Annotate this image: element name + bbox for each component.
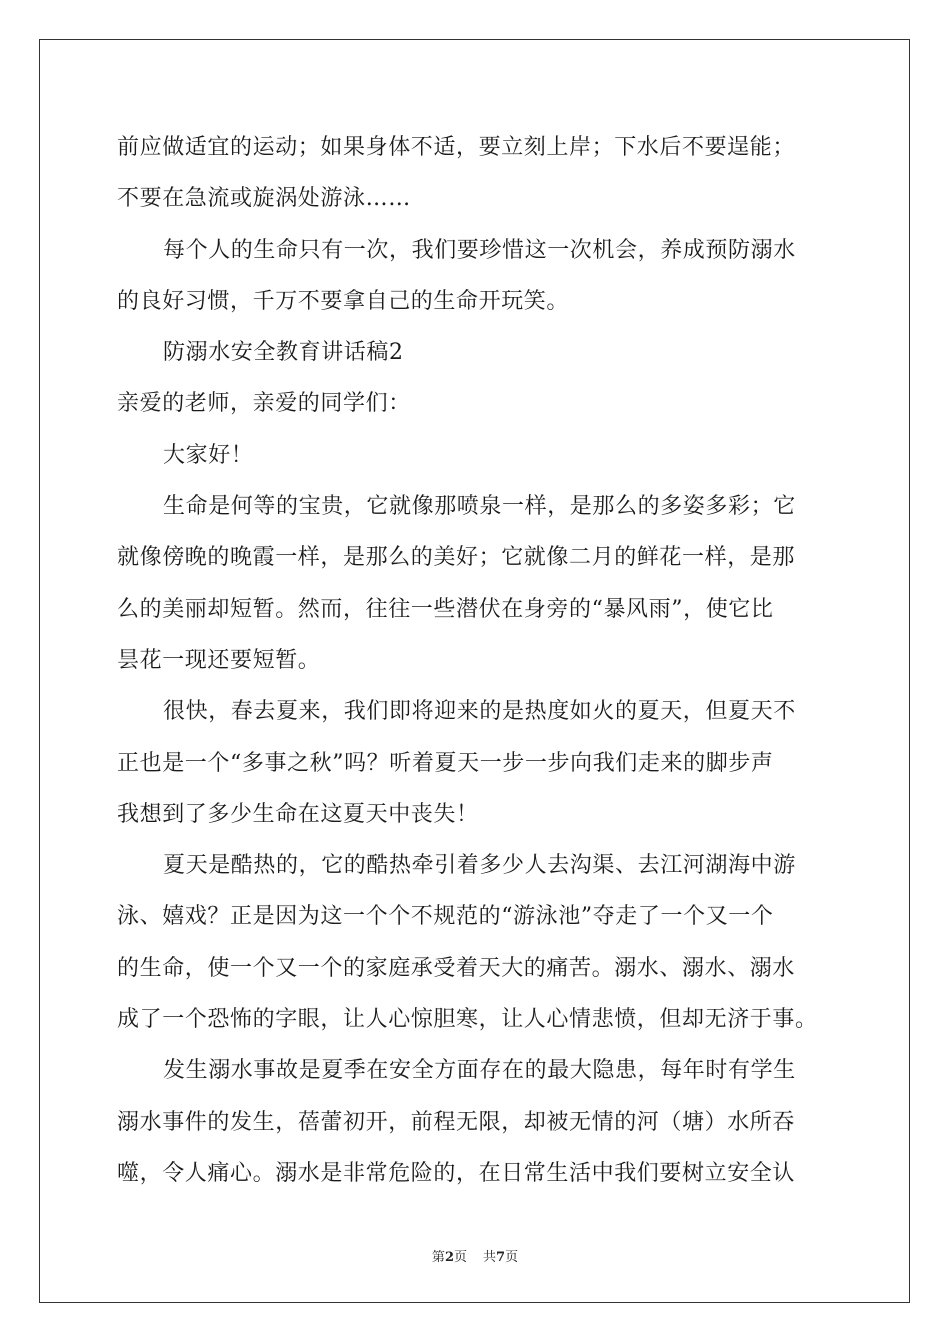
text-line: 噬，令人痛心。溺水是非常危险的，在日常生活中我们要树立安全认: [117, 1160, 796, 1186]
paragraph-start: 夏天是酷热的，它的酷热牵引着多少人去沟渠、去江河湖海中游: [163, 853, 796, 879]
text-line: 溺水事件的发生，蓓蕾初开，前程无限，却被无情的河（塘）水所吞: [117, 1109, 796, 1135]
text-line: 前应做适宜的运动；如果身体不适，要立刻上岸；下水后不要逞能；: [117, 135, 796, 160]
text-line: 的生命，使一个又一个的家庭承受着天大的痛苦。溺水、溺水、溺水: [117, 955, 796, 981]
page-footer: [0, 1246, 950, 1265]
total-suffix: 页: [505, 1250, 519, 1265]
section-title: 防溺水安全教育讲话稿2: [163, 340, 404, 366]
paragraph-start: 发生溺水事故是夏季在安全方面存在的最大隐患，每年时有学生: [163, 1058, 796, 1084]
total-pages: 7: [496, 1250, 506, 1265]
document-body: [117, 122, 837, 1199]
salutation: 亲爱的老师，亲爱的同学们：: [117, 391, 411, 417]
text-line: 我想到了多少生命在这夏天中丧失！: [117, 801, 479, 827]
total-prefix: 共: [483, 1250, 497, 1265]
text-line: 泳、嬉戏？正是因为这一个个不规范的“游泳池”夺走了一个又一个: [117, 904, 774, 930]
text-line: 成了一个恐怖的字眼，让人心惊胆寒，让人心情悲愤，但却无济于事。: [117, 1007, 818, 1033]
page-suffix: 页: [453, 1250, 467, 1265]
text-line: 不要在急流或旋涡处游泳……: [117, 186, 411, 212]
paragraph-start: 生命是何等的宝贵，它就像那喷泉一样，是那么的多姿多彩；它: [163, 494, 796, 520]
text-line: 昙花一现还要短暂。: [117, 647, 321, 673]
paragraph-start: 很快，春去夏来，我们即将迎来的是热度如火的夏天，但夏天不: [163, 699, 796, 725]
text-line: 正也是一个“多事之秋”吗？听着夏天一步一步向我们走来的脚步声: [117, 750, 774, 776]
page-prefix: 第: [431, 1250, 445, 1265]
text-line: 的良好习惯，千万不要拿自己的生命开玩笑。: [117, 288, 570, 314]
greeting: 大家好！: [163, 442, 254, 468]
paragraph-start: 每个人的生命只有一次，我们要珍惜这一次机会，养成预防溺水: [163, 237, 796, 263]
page-number: 2: [444, 1250, 454, 1265]
text-line: 么的美丽却短暂。然而，往往一些潜伏在身旁的“暴风雨”，使它比: [117, 596, 774, 622]
text-line: 就像傍晚的晚霞一样，是那么的美好；它就像二月的鲜花一样，是那: [117, 545, 796, 571]
